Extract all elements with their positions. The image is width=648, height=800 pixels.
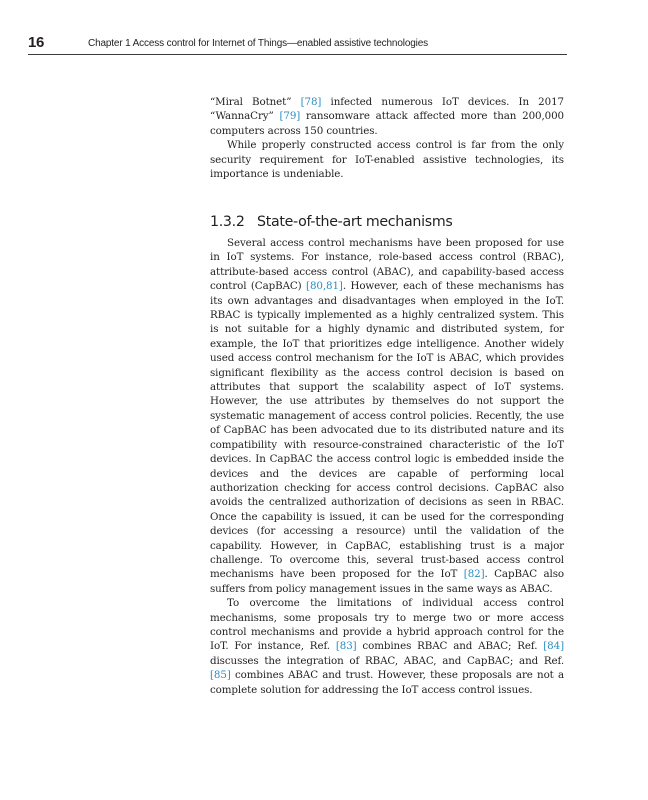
header-rule bbox=[28, 54, 567, 55]
section-heading bbox=[210, 213, 564, 231]
text-run: Several access control mechanisms have been proposed for use in IoT systems. For instance, role-based access control (RBAC), attribute-based access control (ABAC), and capability-based access control (CapBAC) bbox=[210, 237, 564, 293]
running-head-title: Chapter 1 Access control for Internet of Things—enabled assistive technologies bbox=[88, 38, 428, 49]
citation-link[interactable]: [80,81] bbox=[306, 280, 343, 293]
citation-link[interactable]: [82] bbox=[463, 568, 485, 581]
text-run: . However, each of these mechanisms has its own advantages and disadvantages when employed in the IoT. RBAC is typically implemented as a highly centralized system. This is not suitable for a highly dynamic and distributed system, for example, the IoT that prioritizes edge intelligence. Another widely used access control mechanism for the IoT is ABAC, which provides significant flexibility as the access control decision is based on attributes that support the scalability aspect of IoT systems. However, the use attributes by themselves do not support the systematic management of access control policies. Recently, the use of CapBAC has been advocated due to its distributed nature and its compatibility with resource-constrained characteristic of the IoT devices. In CapBAC the access control logic is embedded inside the devices and the devices are capable of performing local authorization checking for access control decisions. CapBAC also avoids the centralized authorization of decisions as seen in RBAC. Once the capability is issued, it can be used for the corresponding devices (for accessing a resource) until the validation of the capability. However, in CapBAC, establishing trust is a major challenge. To overcome this, several trust-based access control mechanisms have been proposed for the IoT bbox=[210, 280, 564, 581]
citation-link[interactable]: [79] bbox=[279, 110, 301, 123]
text-run: . CapBAC also suffers from policy management issues in the same ways as ABAC. bbox=[210, 568, 565, 595]
text-run: combines RBAC and ABAC; Ref. bbox=[356, 640, 544, 653]
body-paragraph-1 bbox=[210, 236, 564, 596]
intro-paragraph-1 bbox=[210, 95, 564, 138]
section-number: 1.3.2 bbox=[210, 214, 245, 230]
intro-text-block bbox=[210, 95, 564, 181]
body-paragraph-2 bbox=[210, 596, 564, 697]
text-run: discusses the integration of RBAC, ABAC, and CapBAC; and Ref. bbox=[210, 654, 564, 667]
text-run: To overcome the limitations of individual access control mechanisms, some proposals try to merge two or more access control mechanisms and provide a hybrid approach control for the IoT. For instance, Ref. bbox=[210, 597, 564, 653]
citation-link[interactable]: [78] bbox=[300, 96, 322, 108]
text-run: “Miral Botnet” bbox=[210, 96, 301, 108]
section-title: State-of-the-art mechanisms bbox=[257, 214, 453, 230]
intro-paragraph-2: While properly constructed access control is far from the only security requirement for IoT-enabled assistive technologies, its importance is undeniable. bbox=[210, 139, 564, 181]
text-run: ransomware attack affected more than 200,000 computers across 150 countries. bbox=[210, 110, 564, 137]
section-body-block bbox=[210, 236, 564, 697]
running-header bbox=[28, 34, 567, 54]
citation-link[interactable]: [84] bbox=[543, 640, 565, 653]
text-run: combines ABAC and trust. However, these proposals are not a complete solution for addressing the IoT access control issues. bbox=[210, 669, 564, 696]
text-run: infected numerous IoT devices. In 2017 “WannaCry” bbox=[210, 96, 564, 123]
page-number: 16 bbox=[28, 34, 45, 51]
citation-link[interactable]: [83] bbox=[335, 640, 357, 653]
citation-link[interactable]: [85] bbox=[210, 669, 231, 682]
